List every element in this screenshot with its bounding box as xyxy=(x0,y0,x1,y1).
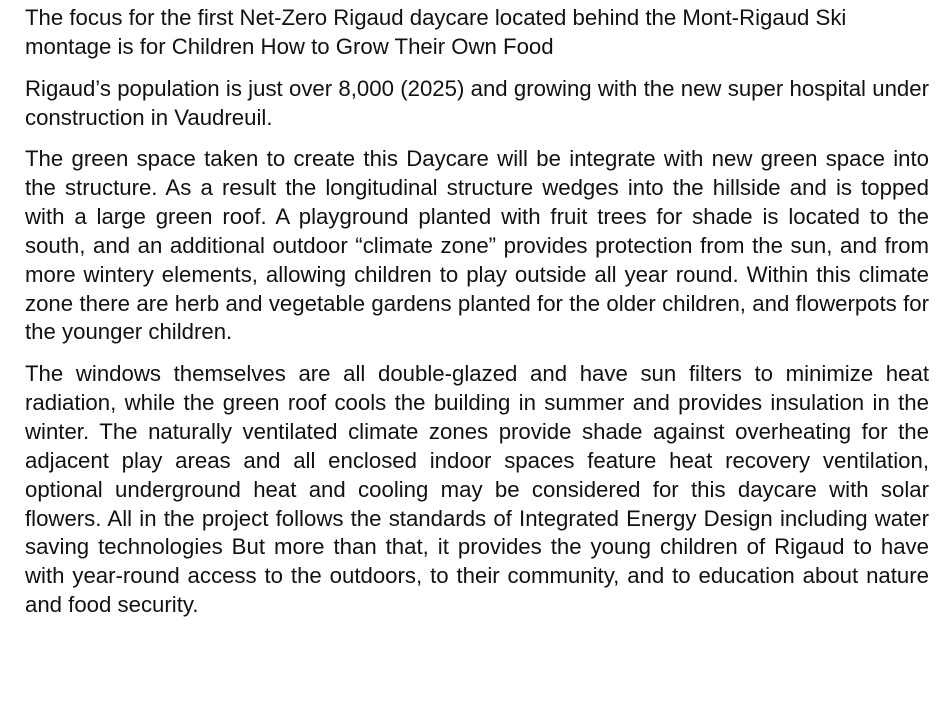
paragraph-population: Rigaud’s population is just over 8,000 (2025) and growing with the new super hospital under construction in Vaudreuil. xyxy=(25,75,929,130)
document-page xyxy=(25,4,929,633)
paragraph-daycare-focus: The focus for the first Net-Zero Rigaud daycare located behind the Mont-Rigaud Ski montage is for Children How to Grow Their Own Food xyxy=(25,5,847,59)
paragraph-green-space: The green space taken to create this Daycare will be integrate with new green space into the structure. As a result the longitudinal structure wedges into the hillside and is topped with a large green roof. A playground planted with fruit trees for shade is located to the south, and an additional outdoor “climate zone” provides protection from the sun, and from more wintery elements, allowing children to play outside all year round. Within this climate zone there are herb and vegetable gardens planted for the older children, and flowerpots for the younger children. xyxy=(25,146,929,345)
paragraph-energy-design: The windows themselves are all double-glazed and have sun filters to minimize heat radiation, while the green roof cools the building in summer and provides insulation in the winter. The naturally ventilated climate zones provide shade against overheating for the adjacent play areas and all enclosed indoor spaces feature heat recovery ventilation, optional underground heat and cooling may be considered for this daycare with solar flowers. All in the project follows the standards of Integrated Energy Design including water saving technologies But more than that, it provides the young children of Rigaud to have with year-round access to the outdoors, to their community, and to education about nature and food security. xyxy=(25,361,929,618)
